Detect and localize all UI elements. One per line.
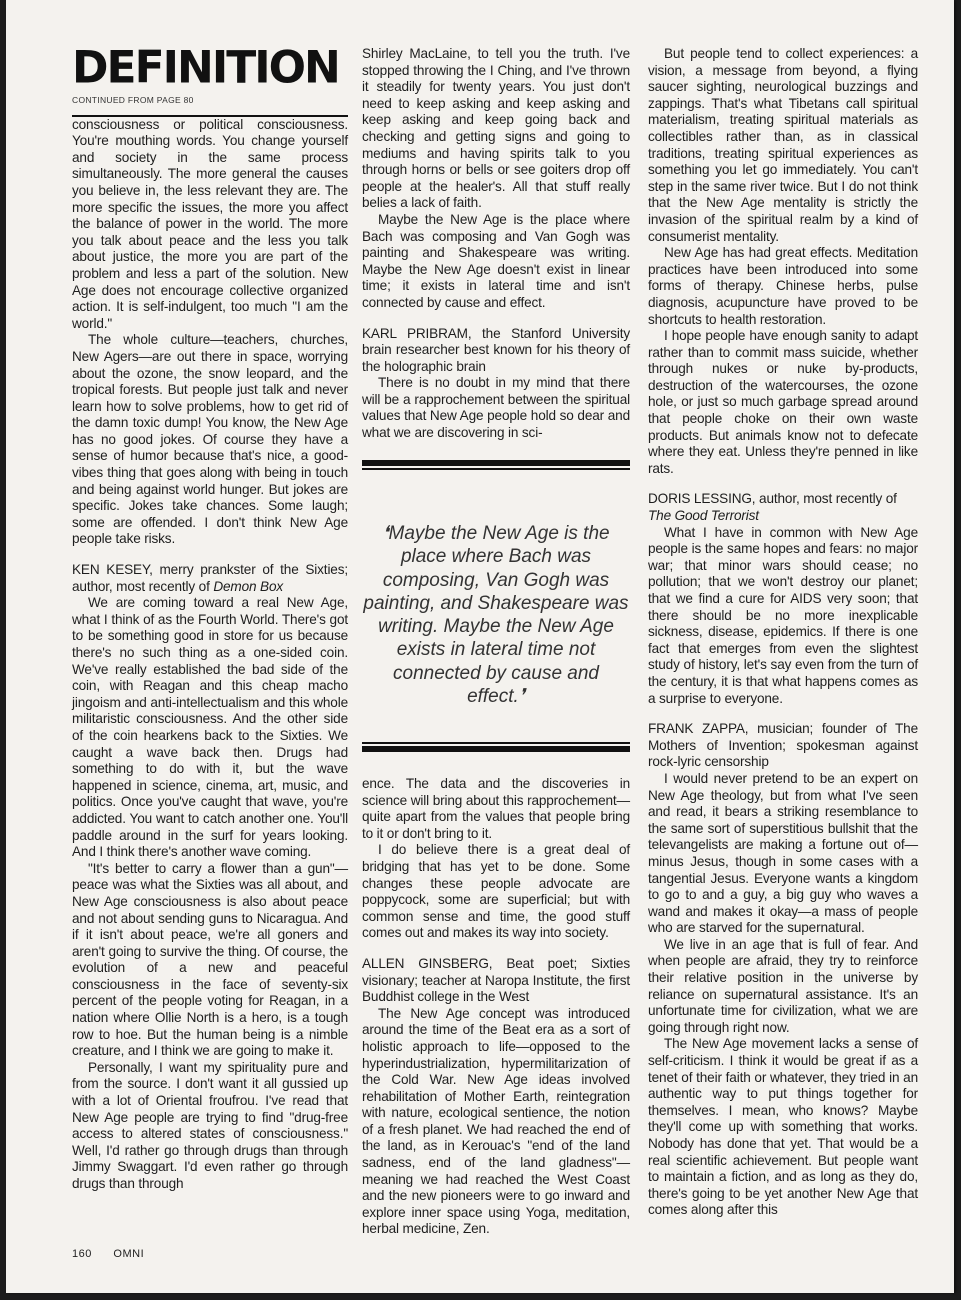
paragraph: But people tend to collect experiences: a vision, a message from beyond, a flying saucer sighting, neurological buzzings and zappings. That's what Tibetans call spiritual materialism, treating spiritual materials as collectibles rather than, as in classical traditions, treating spiritual experiences as something you let go immediately. You can't step in the same river twice. But I do not think that the New Age mentality is strictly the invasion of the spiritual realm by a kind of consumerist mentality. — [648, 46, 918, 244]
byline-text: DORIS LESSING, author, most recently of — [648, 491, 897, 507]
paragraph: We live in an age that is full of fear. And when people are afraid, they try to reinforce their relative position in the universe by reliance on supernatural assistance. It's an unfortunate time for civilization, what we are going through right now. — [648, 936, 918, 1035]
paragraph: New Age has had great effects. Meditation practices have been introduced into some forms of therapy. Chinese herbs, pulse diagnosis, acupuncture have proved to be shortcuts to health restoration. — [648, 245, 918, 327]
book-title: The Good Terrorist — [648, 508, 759, 524]
magazine-page — [6, 0, 954, 1293]
pull-quote: ❛Maybe the New Age is the place where Bach was composing, Van Gogh was painting, and Shakespeare was writing. Maybe the New Age exists in lateral time not connected by cause and effect.❜ — [363, 523, 629, 708]
paragraph: Personally, I want my spirituality pure and from the source. I don't want it all gussied up with a lot of Oriental froufrou. I've read that New Age people are trying to find "drug-free access to altered states of consciousness." Well, I'd rather go through drugs than through Jimmy Swaggart. I'd even rather go through drugs than through — [72, 1059, 348, 1191]
pull-quote-rule — [362, 742, 630, 744]
pull-quote-box — [362, 460, 630, 752]
magazine-name: OMNI — [113, 1248, 145, 1260]
paragraph: The whole culture—teachers, churches, New Agers—are out there in space, worrying about the ozone, the snow leopard, and the tropical forests. But people just talk and never learn how to solve problems, how to get rid of the damn toxic dump! You know, the New Age has no good jokes. Of course they have a sense of humor because that's nice, a good-vibes thing that goes along with being in touch and being against world hunger. But jokes are specific. Jokes take chances. Some laugh; some are offended. I don't think New Age people take risks. — [72, 332, 348, 547]
byline-zappa: FRANK ZAPPA, musician; founder of The Mothers of Invention; spokesman against rock-lyric censorship — [648, 721, 918, 770]
paragraph: What I have in common with New Age people is the same hopes and fears: no major war; that minor wars should cease; no pollution; that we won't destroy our planet; that we find a cure for AIDS very soon; that there should be no more inexplicable sickness, disease, epidemics. If there is one fact that emerges from even the slightest study of history, let's say even from the turn of the century, it is that what happens comes as a surprise to everyone. — [648, 524, 918, 706]
paragraph: Shirley MacLaine, to tell you the truth. I've stopped throwing the I Ching, and I've thrown it steadily for twenty years. You just don't need to keep asking and keep asking and keep asking and keep going back and checking and getting signs and going to mediums and having spirits talk to you through horns or bells or see goiters drop off people at the healer's. All that stuff really belies a lack of faith. — [362, 46, 630, 211]
page-title: DEFINITION — [72, 41, 339, 94]
byline-ginsberg: ALLEN GINSBERG, Beat poet; Sixties visionary; teacher at Naropa Institute, the first Buddhist college in the West — [362, 955, 630, 1005]
paragraph: "It's better to carry a flower than a gun"—peace was what the Sixties was all about, and New Age consciousness is also about peace and not about sending guns to Nicaragua. And if it isn't about peace, we're all goners and aren't going to survive the thing. Of course, the evolution of a new and peaceful consciousness in the face of seventy-six percent of the people voting for Reagan, in a nation where Ollie North is a hero, is a tough row to hoe. But the human being is a nimble creature, and I think we are going to make it. — [72, 860, 348, 1059]
pull-quote-rule — [362, 746, 630, 752]
paragraph: Maybe the New Age is the place where Bach was composing and Van Gogh was painting and Shakespeare was writing. Maybe the New Age doesn't exist in linear time; it exists in lateral time and isn't connected by cause and effect. — [362, 211, 630, 310]
page-number: 160 — [72, 1248, 92, 1260]
column-3 — [648, 46, 918, 1219]
paragraph: The New Age movement lacks a sense of self-criticism. I think it would be great if as a tenet of their faith or whatever, they tried in an authentic way to put things together for themselves. I mean, who knows? Maybe they'll come up with something that works. Nobody has done that yet. That would be a real scientific achievement. But people want to maintain a fiction, and as long as they do, there's going to be yet another New Age that comes along after this — [648, 1036, 918, 1218]
column-1 — [72, 41, 348, 1193]
pull-quote-rule — [362, 460, 630, 466]
byline-lessing — [648, 491, 918, 524]
paragraph: There is no doubt in my mind that there will be a rapprochement between the spiritual values that New Age people hold so dear and what we are discovering in sci- — [362, 375, 630, 441]
paragraph: consciousness or political consciousness. You're mouthing words. You change yourself and society in the same process simultaneously. The more general the causes you believe in, the less relevant they are. The more specific the issues, the more you affect the balance of power in the world. The more you talk about peace and the less you talk about justice, the more you are part of the problem and less a part of the solution. New Age does not encourage collective organized action. It is self-indulgent, too much "I am the world." — [72, 116, 348, 331]
page-footer — [72, 1248, 162, 1260]
column-2-continued — [362, 776, 630, 1238]
paragraph: The New Age concept was introduced around the time of the Beat era as a sort of holistic approach to life—opposed to the hyperindustrialization, hypermilitarization of the Cold War. New Age ideas involved rehabilitation of Mother Earth, reintegration with nature, ecological sentience, the notion of a fresh planet. We had reached the end of the land, as in Kerouac's "end of the land sadness, end of the land gladness"—meaning we had reached the West Coast and the new pioneers were to go inward and explore inner space using Yoga, meditation, herbal medicine, Zen. — [362, 1005, 630, 1237]
paragraph: I hope people have enough sanity to adapt rather than to commit mass suicide, whether through nukes or nuke by-products, destruction of the watercourses, the ozone hole, or just so much garbage spread around that people choke on their own waste products. But animals know not to defecate where they eat. Unless they're penned in like rats. — [648, 328, 918, 476]
continued-note: CONTINUED FROM PAGE 80 — [72, 95, 194, 105]
paragraph: ence. The data and the discoveries in science will bring about this rapprochement—quite apart from the values that people bring to it or don't bring to it. — [362, 776, 630, 841]
byline-pribram: KARL PRIBRAM, the Stanford University brain researcher best known for his theory of the holographic brain — [362, 325, 630, 374]
paragraph: We are coming toward a real New Age, what I think of as the Fourth World. There's got to be something good in store for us because there's no such thing as a one-sided coin. We've really established the bad side of the coin, with Reagan and this cheap macho jingoism and anti-intellectualism and this whole militaristic consciousness. And the other side of the coin hearkens back to the Sixties. We caught a wave back then. Drugs had something to do with it, but the wave happened in science, cinema, art, music, and politics. Once you've caught that wave, you're addicted. You want to catch another one. You'll paddle around in the surf for years looking. And I think there's another wave coming. — [72, 595, 348, 860]
byline-kesey — [72, 562, 348, 595]
book-title: Demon Box — [213, 578, 284, 594]
column-2 — [362, 46, 630, 442]
paragraph: I do believe there is a great deal of bridging that has yet to be done. Some changes these people advocate are poppycock, some are superficial; but with common sense and time, the good stuff comes out and makes its way into society. — [362, 842, 630, 941]
pull-quote-rule — [362, 468, 630, 470]
byline-text: KEN KESEY, merry prankster of the Sixties; author, most recently of — [72, 562, 348, 594]
paragraph: I would never pretend to be an expert on New Age theology, but from what I've seen and read, it bears a striking resemblance to the same sort of superstitious bullshit that the televangelists are making a fortune out of—minus Jesus, though in some cases with a tangential Jesus. Everyone wants a kingdom to go to and a guy, a big guy who waves a wand and makes it okay—a mass of people who are starved for the supernatural. — [648, 770, 918, 936]
